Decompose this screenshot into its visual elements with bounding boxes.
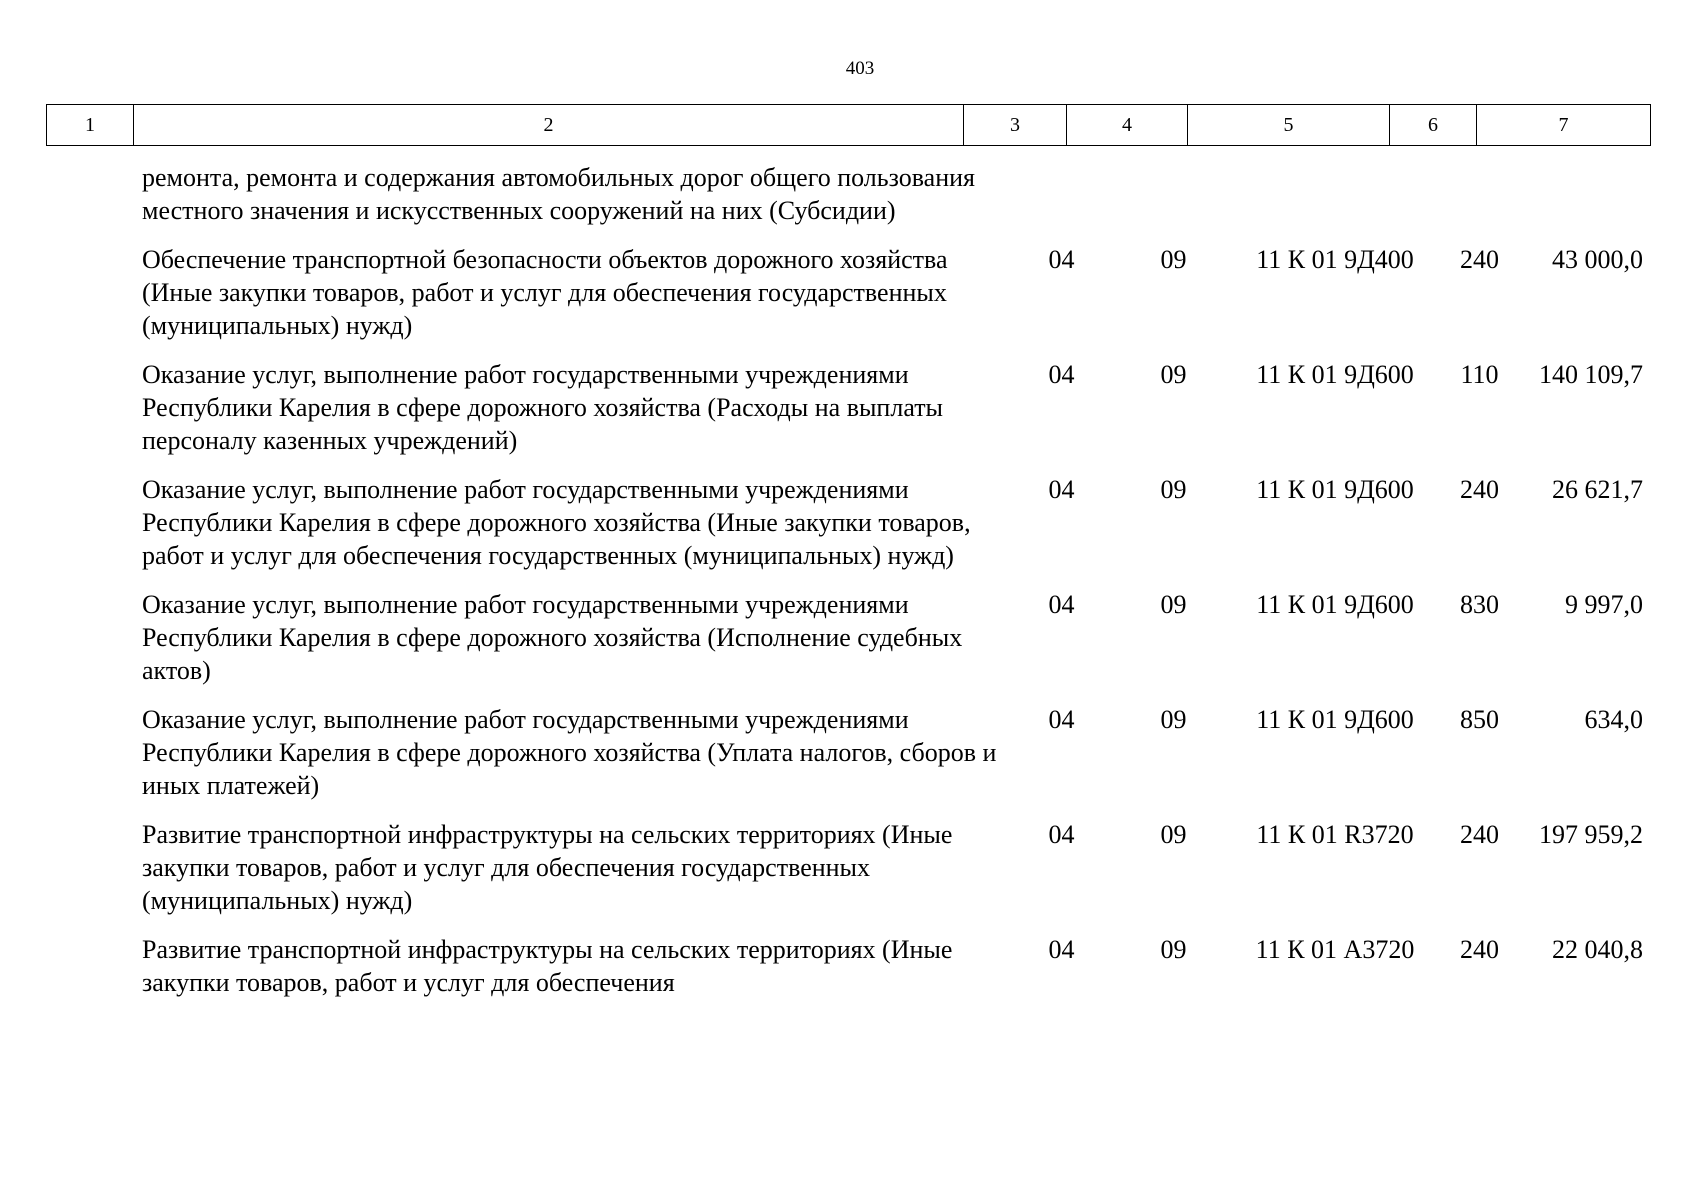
row-amount: 9 997,0 <box>1565 590 1643 619</box>
row-amount: 140 109,7 <box>1539 360 1643 389</box>
table-header <box>46 104 1651 146</box>
table-row <box>46 161 1651 227</box>
header-col-1: 1 <box>47 105 134 145</box>
row-description: Обеспечение транспортной безопасности объектов дорожного хозяйства (Иные закупки товаров, работ и услуг для обеспечения государственных (муниципальных) нужд) <box>142 245 948 340</box>
row-section: 04 <box>1048 245 1075 274</box>
row-section: 04 <box>1048 935 1075 964</box>
row-subsection <box>1113 161 1234 227</box>
row-section: 04 <box>1048 590 1075 619</box>
row-subsection: 09 <box>1160 475 1187 504</box>
row-target-code <box>1234 161 1436 227</box>
row-target-code: 11 К 01 R3720 <box>1256 820 1414 849</box>
row-description: ремонта, ремонта и содержания автомобильных дорог общего пользования местного значения и искусственных сооружений на них (Субсидии) <box>142 163 976 225</box>
row-amount <box>1523 161 1651 227</box>
row-subsection: 09 <box>1160 820 1187 849</box>
header-col-2: 2 <box>134 105 964 145</box>
row-expense-type <box>1436 161 1523 227</box>
row-subsection: 09 <box>1160 590 1187 619</box>
row-target-code: 11 К 01 9Д600 <box>1256 705 1414 734</box>
row-target-code: 11 К 01 А3720 <box>1255 935 1415 964</box>
page-number: 403 <box>845 58 875 79</box>
row-expense-type: 240 <box>1460 820 1499 849</box>
row-description: Оказание услуг, выполнение работ государственными учреждениями Республики Карелия в сфере дорожного хозяйства (Иные закупки товаров, работ и услуг для обеспечения государственных (муниципальных) нужд) <box>142 475 971 570</box>
row-subsection: 09 <box>1160 245 1187 274</box>
row-amount: 26 621,7 <box>1552 475 1643 504</box>
row-description: Оказание услуг, выполнение работ государственными учреждениями Республики Карелия в сфере дорожного хозяйства (Расходы на выплаты персоналу казенных учреждений) <box>142 360 944 455</box>
row-subsection: 09 <box>1160 705 1187 734</box>
row-amount: 43 000,0 <box>1552 245 1643 274</box>
row-target-code: 11 К 01 9Д400 <box>1256 245 1414 274</box>
header-col-7: 7 <box>1558 113 1569 136</box>
row-amount: 197 959,2 <box>1539 820 1643 849</box>
header-col-3: 3 <box>964 105 1067 145</box>
table-row <box>46 703 1651 802</box>
table-row <box>46 588 1651 687</box>
table-row <box>46 243 1651 342</box>
table-row <box>46 473 1651 572</box>
row-description: Оказание услуг, выполнение работ государственными учреждениями Республики Карелия в сфере дорожного хозяйства (Уплата налогов, сборов и иных платежей) <box>142 705 997 800</box>
row-target-code: 11 К 01 9Д600 <box>1256 360 1414 389</box>
header-col-5: 5 <box>1188 105 1390 145</box>
row-amount: 22 040,8 <box>1552 935 1643 964</box>
row-expense-type: 240 <box>1460 245 1499 274</box>
table-row <box>46 818 1651 917</box>
row-target-code: 11 К 01 9Д600 <box>1256 475 1414 504</box>
row-expense-type: 850 <box>1460 705 1499 734</box>
row-section: 04 <box>1048 705 1075 734</box>
table-row <box>46 933 1651 999</box>
row-subsection: 09 <box>1160 935 1187 964</box>
row-section: 04 <box>1048 820 1075 849</box>
table-row <box>46 358 1651 457</box>
row-amount: 634,0 <box>1584 705 1643 734</box>
row-section: 04 <box>1048 475 1075 504</box>
row-expense-type: 830 <box>1460 590 1499 619</box>
row-section: 04 <box>1048 360 1075 389</box>
table-body <box>46 161 1651 1015</box>
row-description: Развитие транспортной инфраструктуры на сельских территориях (Иные закупки товаров, работ и услуг для обеспечения <box>142 935 953 997</box>
header-col-4: 4 <box>1067 105 1188 145</box>
row-expense-type: 240 <box>1460 475 1499 504</box>
row-expense-type: 240 <box>1460 935 1499 964</box>
row-expense-type: 110 <box>1460 360 1499 389</box>
row-description: Оказание услуг, выполнение работ государственными учреждениями Республики Карелия в сфере дорожного хозяйства (Исполнение судебных актов) <box>142 590 963 685</box>
row-target-code: 11 К 01 9Д600 <box>1256 590 1414 619</box>
row-subsection: 09 <box>1160 360 1187 389</box>
row-description: Развитие транспортной инфраструктуры на сельских территориях (Иные закупки товаров, работ и услуг для обеспечения государственных (муниципальных) нужд) <box>142 820 953 915</box>
row-section <box>1010 161 1113 227</box>
header-col-6: 6 <box>1390 105 1477 145</box>
